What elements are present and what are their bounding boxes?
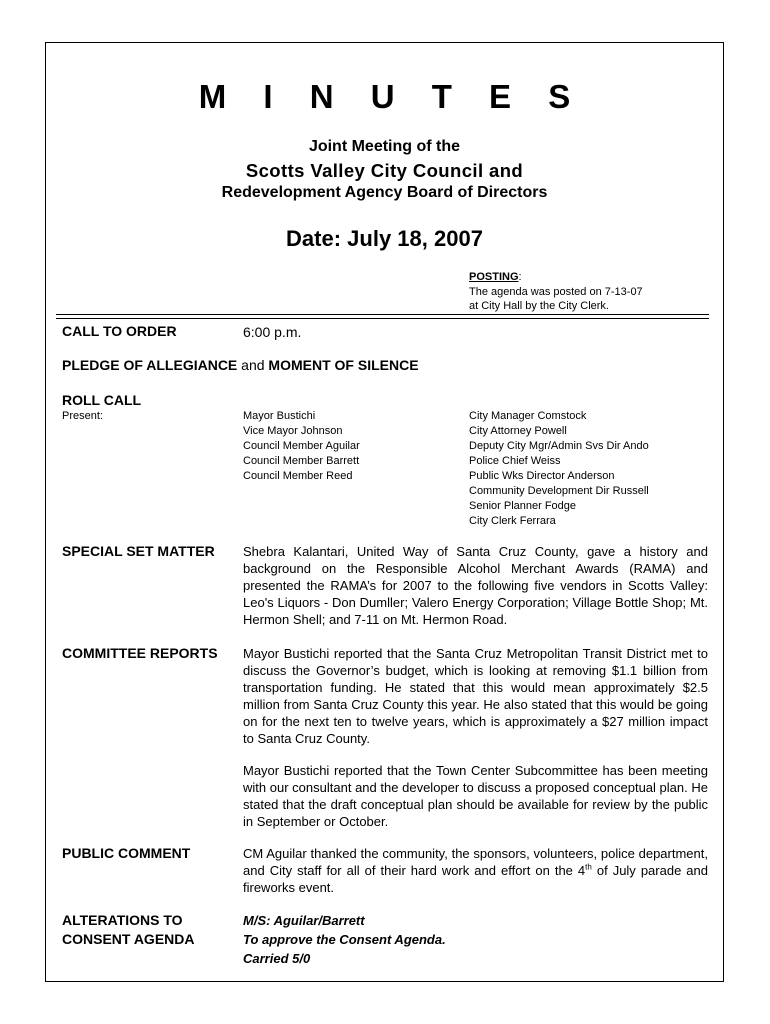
staff-present-list: [469, 409, 649, 529]
special-set-matter-heading: SPECIAL SET MATTER: [62, 543, 215, 559]
meeting-subtitle-1: Joint Meeting of the: [308, 138, 461, 155]
public-comment-heading: PUBLIC COMMENT: [62, 845, 191, 861]
list-item: Vice Mayor Johnson: [243, 425, 343, 437]
divider-bottom: [56, 318, 709, 319]
public-comment-text-b: of July parade and fireworks event.: [243, 863, 708, 895]
meeting-date: Date: July 18, 2007: [286, 226, 483, 251]
committee-reports-para-1: Mayor Bustichi reported that the Santa Cruz Metropolitan Transit District met to discuss the Governor’s budget, which is looking at removing $1.1 billion from transportation funding. He stated that this would mean approximately $2.5 million from Santa Cruz County this year. He also stated that this would be going on for the next ten to twelve years, which is approximately a $27 million impact to Santa Cruz County.: [243, 646, 708, 746]
consent-motion: [243, 911, 446, 968]
committee-reports-para-2: Mayor Bustichi reported that the Town Center Subcommittee has been meeting with our consultant and the developer to discuss a proposed conceptual plan. He stated that the draft conceptual plan should be available for review by the public in September or October.: [243, 763, 708, 829]
list-item: Public Wks Director Anderson: [469, 470, 615, 482]
posting-line-1: The agenda was posted on 7-13-07: [469, 285, 643, 298]
roll-call-heading: ROLL CALL: [62, 392, 142, 408]
present-label: Present:: [62, 410, 103, 422]
motion-result: Carried 5/0: [243, 951, 311, 966]
list-item: City Manager Comstock: [469, 410, 587, 422]
alterations-heading: [62, 911, 195, 949]
public-comment-text-a: CM Aguilar thanked the community, the sponsors, volunteers, police department, and City staff for all of their hard work and effort on the 4: [243, 846, 708, 878]
motion-action: To approve the Consent Agenda.: [243, 932, 446, 947]
meeting-subtitle-2: Scotts Valley City Council and: [245, 160, 524, 181]
special-set-matter-text: Shebra Kalantari, United Way of Santa Cruz County, gave a history and background on the Responsible Alcohol Merchant Awards (RAMA) and presented the RAMA’s for 2007 to the following five vendors in Scotts Valley: Leo's Liquors - Don Dumller; Valero Energy Corporation; Village Bottle Shop; Mt. Hermon Shell; and 7-11 on Mt. Hermon Road.: [243, 544, 708, 627]
call-to-order-heading: CALL TO ORDER: [62, 323, 177, 339]
call-to-order-time: 6:00 p.m.: [243, 324, 302, 340]
superscript: th: [585, 862, 592, 872]
list-item: Community Development Dir Russell: [469, 485, 649, 497]
motion-movers: M/S: Aguilar/Barrett: [243, 913, 365, 928]
pledge-line: [62, 357, 419, 373]
alterations-heading-line-1: ALTERATIONS TO: [62, 912, 183, 928]
posting-notice: POSTING: The agenda was posted on 7-13-07 at City Hall by the City Clerk.: [469, 271, 643, 312]
list-item: Council Member Barrett: [243, 455, 360, 467]
public-comment-text: [243, 845, 708, 896]
posting-line-2: at City Hall by the City Clerk.: [469, 300, 609, 312]
posting-label: POSTING: [469, 271, 519, 283]
council-present-list: [243, 409, 360, 484]
list-item: City Attorney Powell: [469, 425, 567, 437]
list-item: Senior Planner Fodge: [469, 500, 577, 512]
page-title: M I N U T E S: [198, 78, 585, 115]
pledge-part-1: PLEDGE OF ALLEGIANCE: [62, 357, 238, 373]
alterations-heading-line-2: CONSENT AGENDA: [62, 931, 195, 947]
pledge-and: and: [237, 357, 269, 373]
list-item: Police Chief Weiss: [469, 455, 561, 467]
divider-top: [56, 314, 709, 315]
list-item: City Clerk Ferrara: [469, 515, 556, 527]
list-item: Mayor Bustichi: [243, 410, 316, 422]
pledge-part-2: MOMENT OF SILENCE: [268, 357, 419, 373]
meeting-subtitle-3: Redevelopment Agency Board of Directors: [221, 184, 548, 201]
list-item: Deputy City Mgr/Admin Svs Dir Ando: [469, 440, 649, 452]
list-item: Council Member Reed: [243, 470, 353, 482]
committee-reports-heading: COMMITTEE REPORTS: [62, 645, 218, 661]
list-item: Council Member Aguilar: [243, 440, 360, 452]
